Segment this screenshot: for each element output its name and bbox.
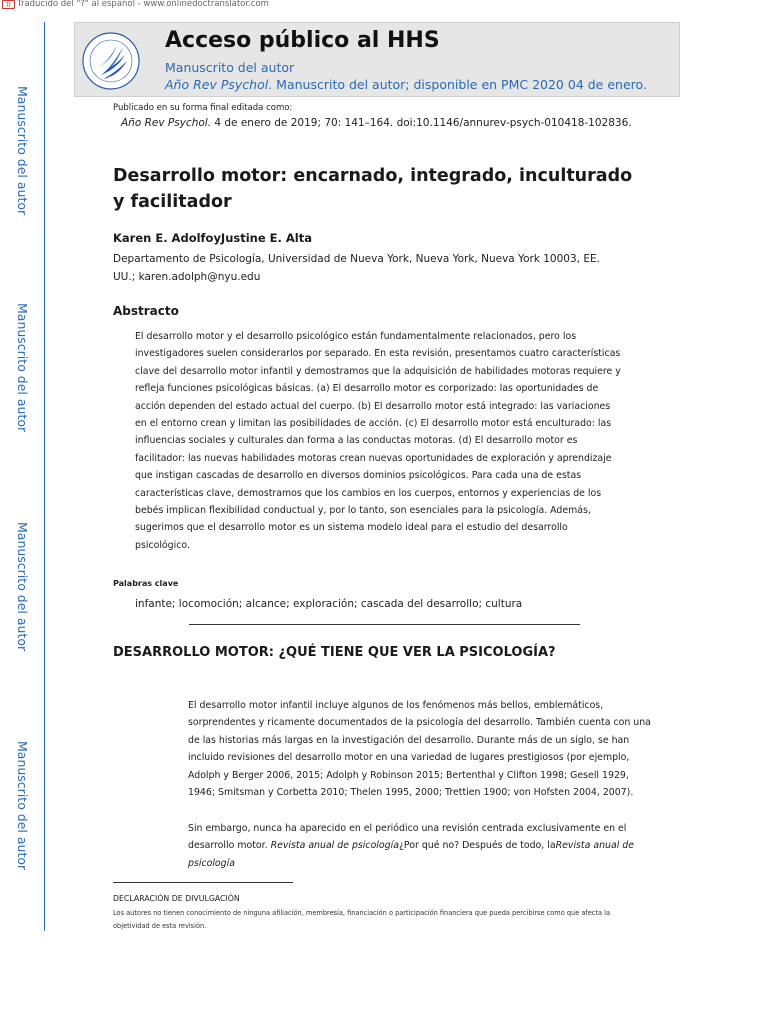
translate-icon: Tr: [2, 0, 15, 9]
journal-abbrev[interactable]: Año Rev Psychol.: [165, 77, 273, 92]
banner-journal-line: [165, 77, 647, 92]
citation-details: 4 de enero de 2019; 70: 141–164. doi:10.1146/annurev-psych-010418-102836.: [211, 117, 632, 129]
translator-link[interactable]: Traducido del "?" al español - www.onlinedoctranslator.com: [17, 0, 269, 9]
banner-title: Acceso público al HHS: [165, 28, 440, 53]
hhs-seal-icon: [81, 31, 141, 91]
abstract-text: El desarrollo motor y el desarrollo psicológico están fundamentalmente relacionados, pero los investigadores suelen considerarlos por separado. En esta revisión, presentamos cuatro características clave del desarrollo motor infantil y demostramos que la adquisición de habilidades motoras requiere y refleja funciones psicológicas básicas. (a) El desarrollo motor es corporizado: las oportunidades de acción dependen del estado actual del cuerpo. (b) El desarrollo motor está integrado: las variaciones en el entorno crean y limitan las posibilidades de acción. (c) El desarrollo motor está enculturado: las influencias sociales y culturales dan forma a las conductas motoras. (d) El desarrollo motor es facilitador: las nuevas habilidades motoras crean nuevas oportunidades de exploración y aprendizaje que instigan cascadas de desarrollo en diversos dominios psicológicos. Para cada una de estas características clave, demostramos que los cambios en los cuerpos, entornos y experiencias de los bebés implican flexibilidad conductual y, por lo tanto, son esenciales para la psicología. Además, sugerimos que el desarrollo motor es un sistema modelo ideal para el estudio del desarrollo psicológico.: [135, 331, 621, 551]
citation: [121, 117, 632, 129]
published-as-label: Publicado en su forma final editada como:: [113, 103, 293, 113]
side-rule: [44, 22, 45, 931]
section-heading: DESARROLLO MOTOR: ¿QUÉ TIENE QUE VER LA PSICOLOGÍA?: [113, 645, 556, 660]
banner-subtitle: Manuscrito del autor: [165, 60, 295, 75]
journal-name: Revista anual de psicología: [270, 840, 399, 852]
divider: [189, 624, 580, 625]
disclosure-heading: DECLARACIÓN DE DIVULGACIÓN: [113, 894, 240, 903]
body-paragraph: El desarrollo motor infantil incluye algunos de los fenómenos más bellos, emblemáticos, sorprendentes y ricamente documentados de la psicología del desarrollo. También cuenta con una de las historias más largas en la investigación del desarrollo. Durante más de un siglo, se han incluido revisiones del desarrollo motor en una variedad de lugares prestigiosos (por ejemplo, Adolph y Berger 2006, 2015; Adolph y Robinson 2015; Bertenthal y Clifton 1998; Gesell 1929, 1946; Smitsman y Corbetta 2010; Thelen 1995, 2000; Trettien 1900; von Hofsten 2004, 2007).: [188, 700, 651, 799]
keywords-label: Palabras clave: [113, 579, 179, 588]
body-paragraph: Sin embargo, nunca ha aparecido en el periódico una revisión centrada exclusivamente en el desarrollo motor. Revista anual de psicología¿Por qué no? Después de todo, laRevista anual de psicología: [188, 823, 635, 869]
affiliation: Departamento de Psicología, Universidad de Nueva York, Nueva York, Nueva York 10003, EE. UU.; karen.adolph@nyu.edu: [113, 253, 600, 283]
translator-bar[interactable]: [2, 0, 269, 9]
disclosure-text: Los autores no tienen conocimiento de ninguna afiliación, membresía, financiación o participación financiera que pueda percibirse como que afecta la objetividad de esta revisión.: [113, 909, 611, 930]
keywords-list: infante; locomoción; alcance; exploración; cascada del desarrollo; cultura: [135, 598, 523, 610]
journal-name: Revista anual de psicología: [188, 840, 635, 869]
footnote-divider: [113, 882, 293, 883]
citation-journal: Año Rev Psychol.: [121, 117, 212, 129]
hhs-banner: [74, 22, 680, 97]
author-list: Karen E. AdolfoyJustine E. Alta: [113, 231, 313, 245]
abstract-heading: Abstracto: [113, 304, 179, 318]
article-title: Desarrollo motor: encarnado, integrado, inculturado y facilitador: [113, 166, 633, 212]
manuscript-availability: Manuscrito del autor; disponible en PMC 2020 04 de enero.: [272, 77, 647, 92]
